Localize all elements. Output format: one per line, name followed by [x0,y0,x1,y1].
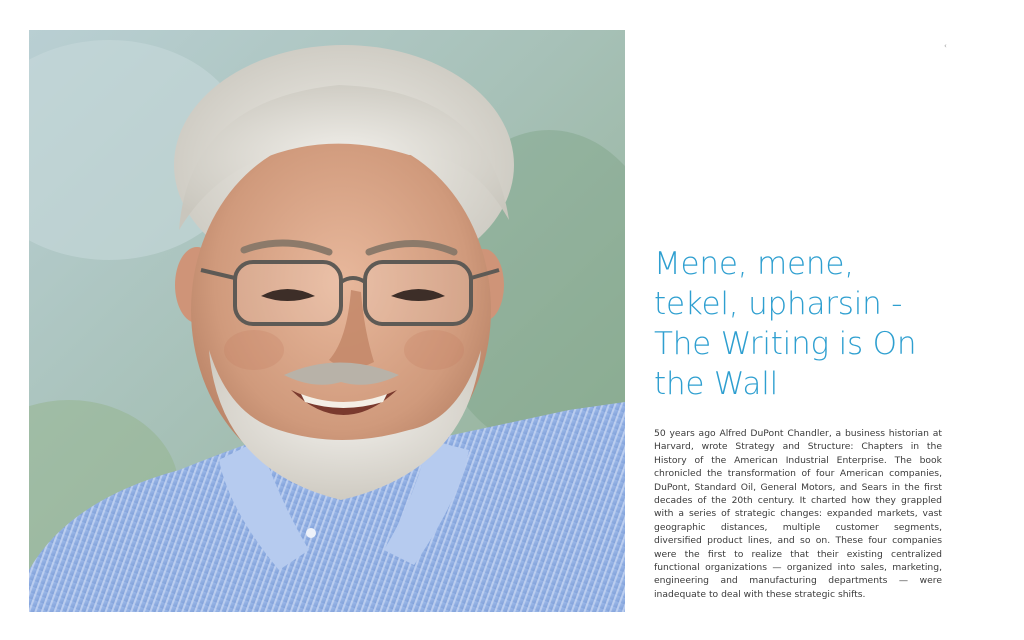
article-headline: Mene, mene, tekel, upharsin - The Writing is On the Wall [654,246,917,402]
corner-mark: ‹ [944,42,947,50]
article [654,244,942,601]
article-body: 50 years ago Alfred DuPont Chandler, a business historian at Harvard, wrote Strategy and Structure: Chapters in the History of the American Industrial Enterprise. The book chronicled the transformation of four American companies, DuPont, Standard Oil, General Motors, and Sears in the first decades of the 20th century. It charted how they grappled with a series of strategic changes: expanded markets, vast geographic distances, multiple customer segments, diversified product lines, and so on. These four companies were the first to realize that their existing centralized functional organizations — organized into sales, marketing, engineering and manufacturing departments — were inadequate to deal with these strategic shifts. [654,428,942,600]
portrait-photo [29,30,625,612]
portrait-illustration [29,30,625,612]
